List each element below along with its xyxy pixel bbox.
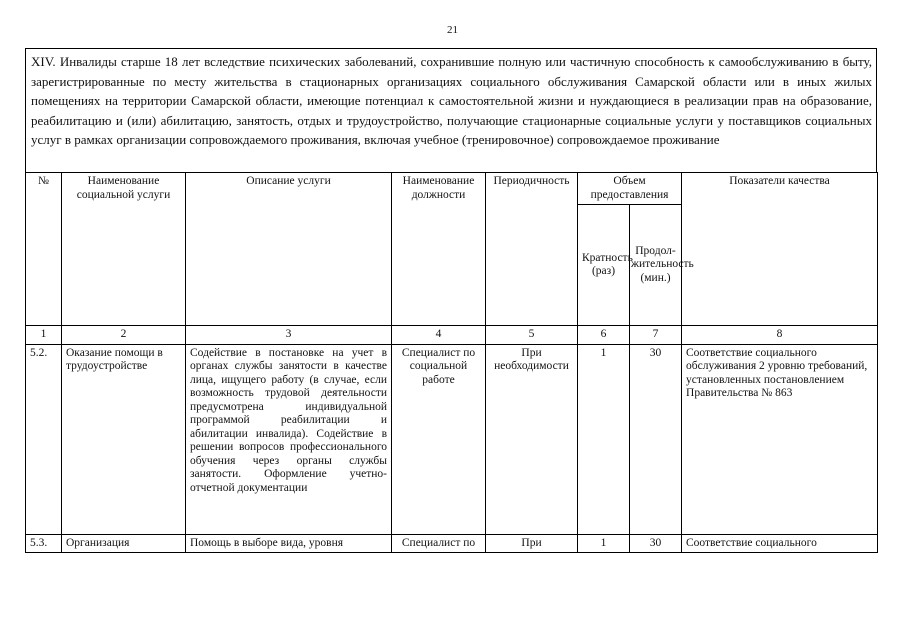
section-heading: XIV. Инвалиды старше 18 лет вследствие психических заболеваний, сохранившие полную или частичную способность к самообслуживанию в быту, зарегистрированные по месту жительства в стационарных организациях социального обслуживания Самарской области или в иных жилых помещениях на территории Самарской области, имеющие потенциал к самостоятельной жизни и нуждающиеся в реализации прав на образование, реабилитацию и (или) абилитацию, занятость, отдых и трудоустройство, получающие стационарные социальные услуги у поставщиков социальных услуг в рамках организации сопровождаемого проживания, включая учебное (тренировочное) сопровождаемое проживание [25, 48, 877, 172]
column-number: 4 [392, 326, 486, 345]
column-number: 3 [186, 326, 392, 345]
row-position: Специалист по социальной работе [392, 344, 486, 534]
row-service-name: Оказание помощи в трудоустройстве [62, 344, 186, 534]
column-number: 7 [630, 326, 682, 345]
header-volume: Объем предоставления [578, 173, 682, 205]
header-duration: Продол-жительность (мин.) [630, 205, 682, 326]
row-multiplicity: 1 [578, 534, 630, 553]
header-num: № [26, 173, 62, 326]
header-position: Наименование должности [392, 173, 486, 326]
page-number: 21 [447, 24, 458, 36]
row-quality: Соответствие социального [682, 534, 878, 553]
services-table [25, 172, 878, 553]
row-periodicity: При [486, 534, 578, 553]
header-periodicity: Периодичность [486, 173, 578, 326]
column-number: 5 [486, 326, 578, 345]
row-service-name: Организация [62, 534, 186, 553]
row-description: Содействие в постановке на учет в органах службы занятости в качестве лица, ищущего работу (в случае, если возможность трудовой деятельности предусмотрена индивидуальной программой реабилитации и абилитации инвалида). Содействие в решении вопросов профессионального обучения через органы службы занятости. Оформление учетно-отчетной документации [186, 344, 392, 534]
column-number-row [26, 326, 878, 345]
column-number: 1 [26, 326, 62, 345]
header-service-name: Наименование социальной услуги [62, 173, 186, 326]
row-num: 5.3. [26, 534, 62, 553]
header-description: Описание услуги [186, 173, 392, 326]
column-number: 8 [682, 326, 878, 345]
row-num: 5.2. [26, 344, 62, 534]
row-multiplicity: 1 [578, 344, 630, 534]
row-quality: Соответствие социального обслуживания 2 уровню требований, установленных постановлением Правительства № 863 [682, 344, 878, 534]
row-duration: 30 [630, 534, 682, 553]
table-row [26, 534, 878, 553]
header-row [26, 173, 878, 205]
row-position: Специалист по [392, 534, 486, 553]
header-multiplicity: Кратность (раз) [578, 205, 630, 326]
row-description: Помощь в выборе вида, уровня [186, 534, 392, 553]
header-quality: Показатели качества [682, 173, 878, 326]
column-number: 2 [62, 326, 186, 345]
row-duration: 30 [630, 344, 682, 534]
row-periodicity: При необходимости [486, 344, 578, 534]
table-row [26, 344, 878, 534]
column-number: 6 [578, 326, 630, 345]
